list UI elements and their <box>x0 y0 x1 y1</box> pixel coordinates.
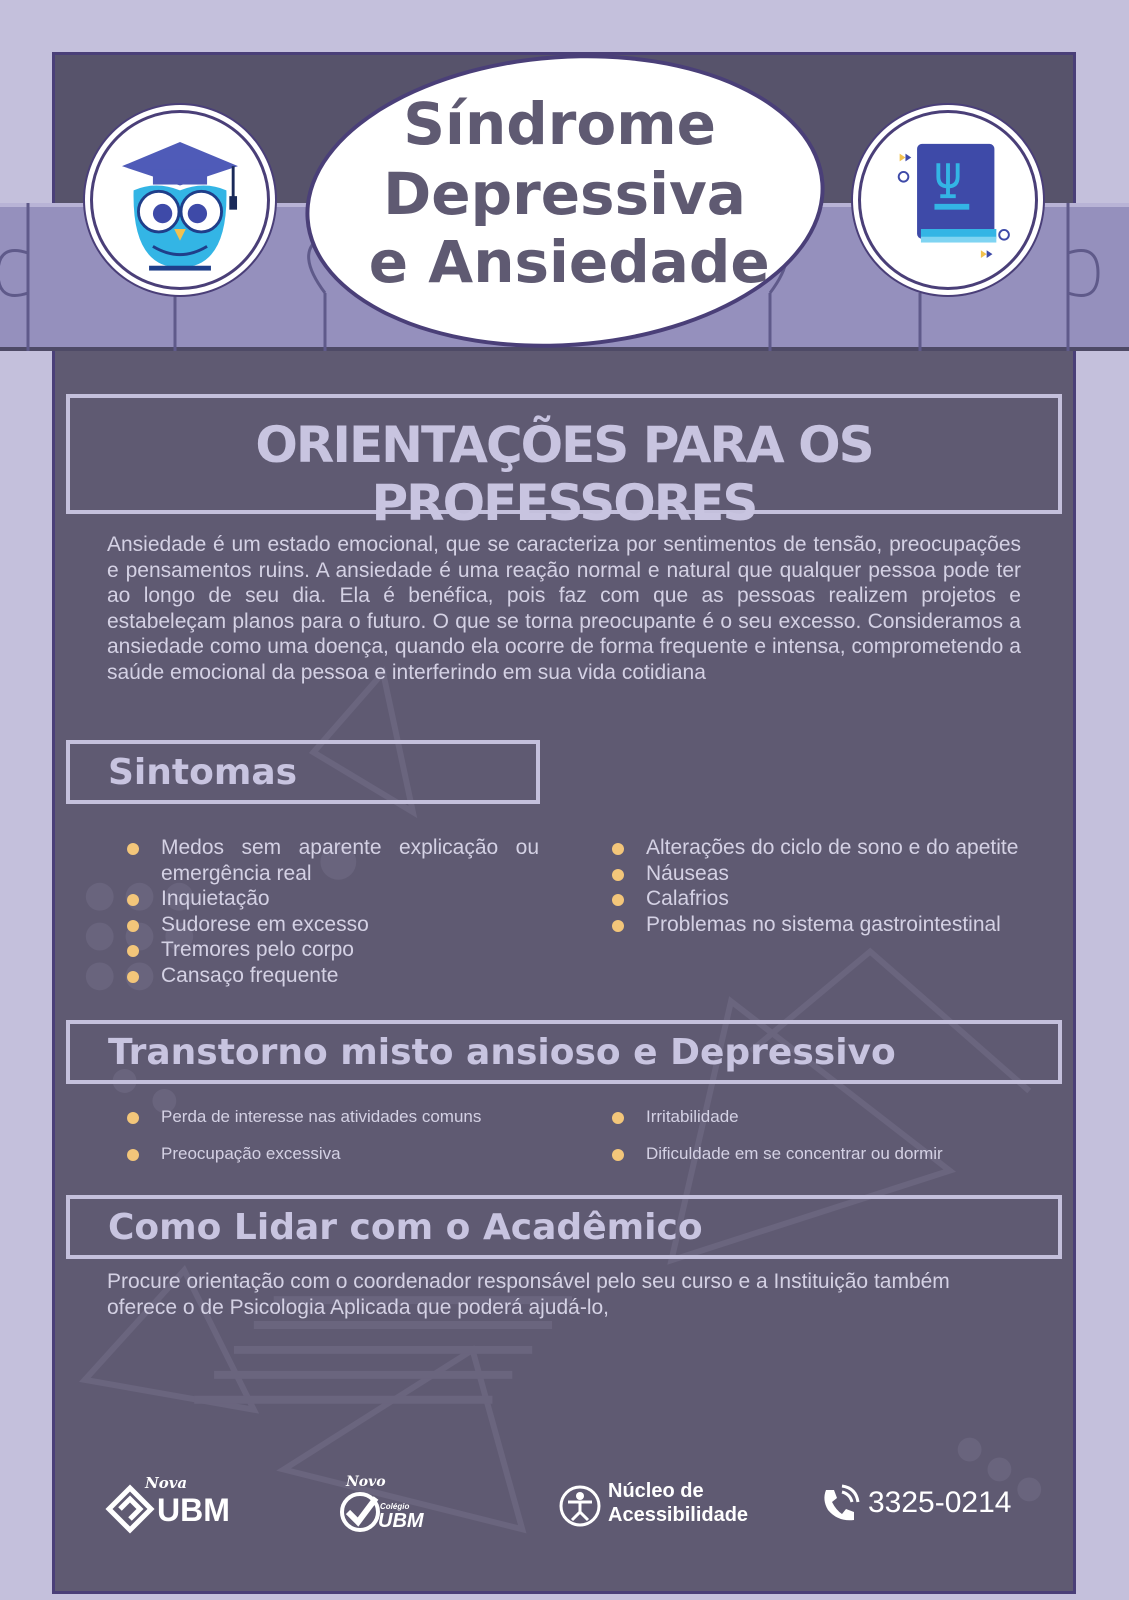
list-item: Medos sem aparente explicação ou emergência real <box>107 835 539 886</box>
bullet-dot <box>612 1112 624 1124</box>
psychology-book-icon <box>861 113 1035 287</box>
phone-contact <box>818 1484 1028 1534</box>
transtorno-title: Transtorno misto ansioso e Depressivo <box>108 1032 896 1073</box>
bullet-dot <box>612 869 624 881</box>
bullet-dot <box>127 843 139 855</box>
como-lidar-box <box>66 1195 1062 1259</box>
bullet-dot <box>612 894 624 906</box>
nucleo-line-1: Núcleo de <box>608 1480 704 1502</box>
bullet-dot <box>127 920 139 932</box>
bullet-dot <box>127 971 139 983</box>
colegio-small: Novo <box>346 1474 386 1490</box>
phone-icon <box>818 1484 860 1526</box>
owl-graduate-icon <box>93 113 267 287</box>
colegio-ubm-logo <box>338 1474 448 1538</box>
main-heading: ORIENTAÇÕES PARA OS PROFESSORES <box>255 416 873 532</box>
bullet-dot <box>612 843 624 855</box>
bullet-dot <box>127 945 139 957</box>
transtorno-box <box>66 1020 1062 1084</box>
colegio-ubm-text: UBM <box>378 1510 424 1532</box>
book-badge <box>858 110 1038 290</box>
bullet-dot <box>612 920 624 932</box>
list-item: Cansaço frequente <box>107 963 539 989</box>
phone-number: 3325-0214 <box>868 1486 1012 1519</box>
nova-ubm-logo <box>105 1474 235 1538</box>
sintomas-box <box>66 740 540 804</box>
list-item: Alterações do ciclo de sono e do apetite <box>592 835 1024 861</box>
sintomas-list-right <box>592 835 1024 937</box>
list-item: Perda de interesse nas atividades comuns <box>107 1106 567 1128</box>
list-item: Sudorese em excesso <box>107 912 539 938</box>
bullet-dot <box>127 1112 139 1124</box>
bullet-dot <box>127 894 139 906</box>
transtorno-list-right <box>592 1106 1024 1180</box>
como-lidar-text: Procure orientação com o coordenador responsável pelo seu curso e a Instituição também oferece o de Psicologia Aplicada que poderá ajudá-lo, <box>107 1270 950 1319</box>
intro-paragraph: Ansiedade é um estado emocional, que se caracteriza por sentimentos de tensão, preocupações e pensamentos ruins. A ansiedade é uma reação normal e natural que qualquer pessoa pode ter ao longo de seu dia. Ela é benéfica, pois faz com que as pessoas realizem projetos e estabeleçam planos para o futuro. O que se torna preocupante é o seu excesso. Consideramos a ansiedade como uma doença, quando ela ocorre de forma frequente e intensa, comprometendo a saúde emocional da pessoa e interferindo em sua vida cotidiana <box>107 533 1021 684</box>
bullet-dot <box>612 1149 624 1161</box>
list-item: Inquietação <box>107 886 539 912</box>
bullet-dot <box>127 1149 139 1161</box>
sintomas-list-left <box>107 835 539 988</box>
list-item: Problemas no sistema gastrointestinal <box>592 912 1024 938</box>
accessibility-icon <box>558 1484 602 1528</box>
nucleo-line-2: Acessibilidade <box>608 1504 749 1526</box>
list-item: Tremores pelo corpo <box>107 937 539 963</box>
transtorno-list-left <box>107 1106 567 1180</box>
title-line-3: e Ansiedade <box>368 227 770 296</box>
main-heading-box <box>66 394 1062 532</box>
list-item: Preocupação excessiva <box>107 1143 567 1165</box>
list-item: Dificuldade em se concentrar ou dormir <box>592 1143 1024 1165</box>
colegio-tag: Colégio <box>380 1502 410 1511</box>
list-item: Calafrios <box>592 886 1024 912</box>
nova-ubm-small: Nova <box>145 1474 188 1492</box>
checkmark-icon <box>338 1490 382 1534</box>
nova-ubm-text: UBM <box>157 1492 230 1528</box>
list-item: Náuseas <box>592 861 1024 887</box>
como-lidar-title: Como Lidar com o Acadêmico <box>108 1207 703 1248</box>
owl-badge <box>90 110 270 290</box>
list-item: Irritabilidade <box>592 1106 1024 1128</box>
nucleo-logo <box>558 1480 758 1540</box>
title-line-2: Depressiva <box>383 160 746 229</box>
title-line-1: Síndrome <box>403 90 716 159</box>
sintomas-title: Sintomas <box>108 752 298 793</box>
